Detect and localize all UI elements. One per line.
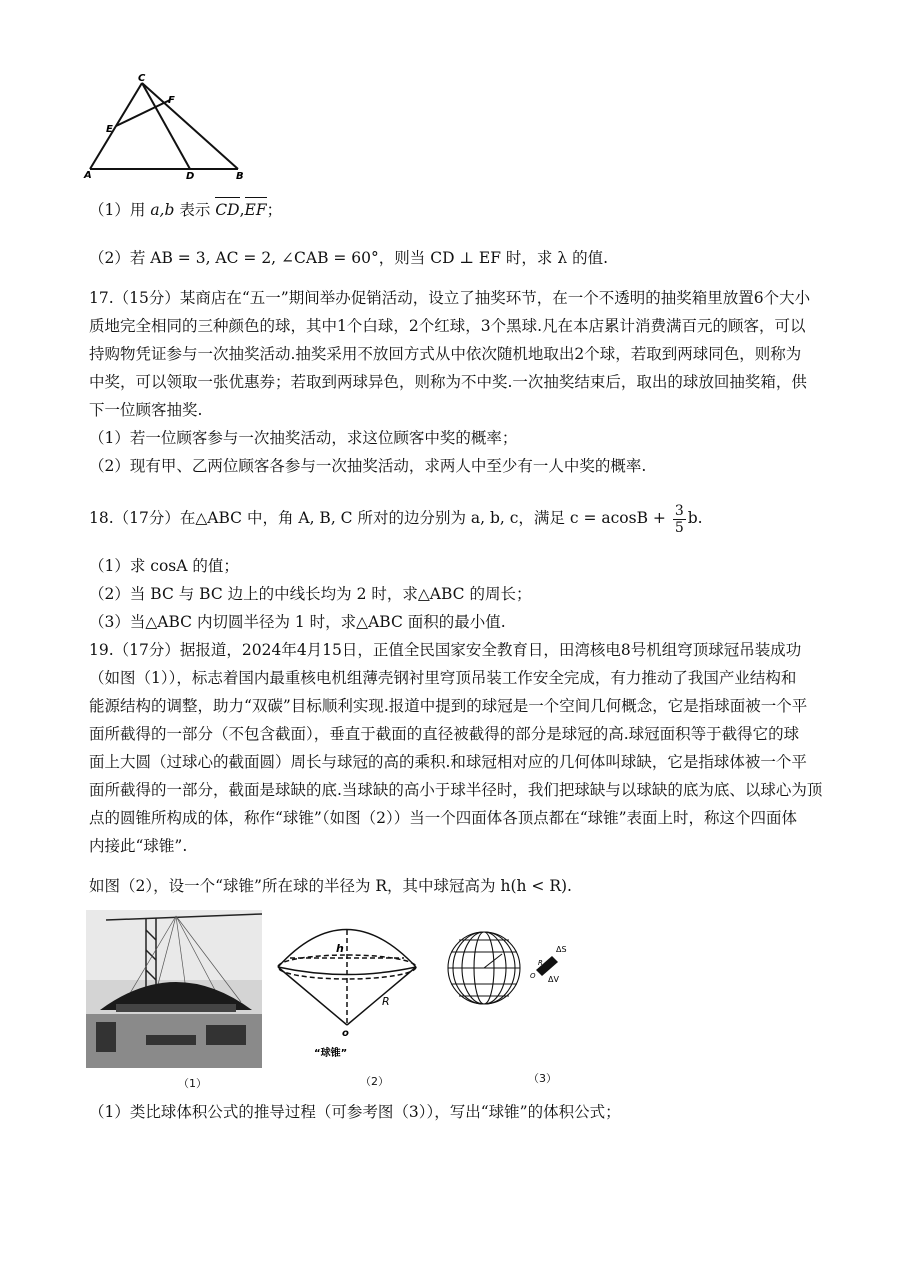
q17-line-2: 质地完全相同的三种颜色的球，其中1个白球，2个红球，3个黑球.凡在本店累计消费满百元的顾客，可以 — [89, 317, 806, 335]
q19-setup: 如图（2），设一个“球锥”所在球的半径为 R，其中球冠高为 h(h < R). — [89, 877, 572, 895]
label-c: C — [138, 73, 146, 84]
q19-line-5: 面上大圆（过球心的截面圆）周长与球冠的高的乘积.和球冠相对应的几何体叫球缺，它是指球体被一个平 — [89, 753, 807, 771]
ball-cone-figure — [270, 912, 430, 1062]
fig2-caption: （2） — [360, 1075, 389, 1088]
q16-part1: （1）用 a,b 表示 CD,EF； — [89, 201, 283, 219]
q17-part2: （2）现有甲、乙两位顾客各参与一次抽奖活动，求两人中至少有一人中奖的概率. — [89, 457, 647, 475]
ball-cone-label: “球锥” — [314, 1048, 348, 1059]
label-b: B — [236, 171, 244, 180]
q18-part2: （2）当 BC 与 BC 边上的中线长均为 2 时，求△ABC 的周长； — [89, 585, 532, 603]
q19-line-7: 点的圆锥所构成的体，称作“球锥”（如图（2））当一个四面体各顶点都在“球锥”表面上时，称这个四面体 — [89, 809, 798, 827]
triangle-figure — [80, 70, 260, 180]
vector-cd: CD — [215, 201, 240, 219]
fig1-caption: （1） — [178, 1077, 207, 1090]
label-o: o — [342, 1028, 349, 1039]
q19-line-4: 面所截得的一部分（不包含截面），垂直于截面的直径被截得的部分是球冠的高.球冠面积等于截得它的球 — [89, 725, 800, 743]
q19-line-8: 内接此“球锥”. — [89, 837, 188, 855]
q17-line-4: 中奖，可以领取一张优惠券；若取到两球异色，则称为不中奖.一次抽奖结束后，取出的球放回抽奖箱，供 — [89, 373, 807, 391]
fraction-three-fifths: $\frac{3}{5}$ — [674, 502, 684, 536]
label-delta-v: ΔV — [548, 975, 559, 984]
q18-part1: （1）求 cosA 的值； — [89, 557, 239, 575]
q19-line-6: 面所截得的一部分，截面是球缺的底.当球缺的高小于球半径时，我们把球缺与以球缺的底为底、以球心为顶 — [89, 781, 823, 799]
side-cb — [142, 83, 238, 169]
segment-cd — [142, 83, 190, 169]
label-r: R — [382, 995, 390, 1008]
q16-part2: （2）若 AB = 3, AC = 2, ∠CAB = 60°，则当 CD ⊥ EF 时，求 λ 的值. — [89, 249, 609, 267]
label-o-small: O — [530, 972, 536, 980]
q17-line-5: 下一位顾客抽奖. — [89, 401, 203, 419]
q18-stem: 18.（17分）在△ABC 中，角 A, B, C 所对的边分别为 a, b, c，满足 c = acosB + $\frac{3}{5}$ b. — [89, 502, 703, 536]
q19-part1: （1）类比球体积公式的推导过程（可参考图（3）），写出“球锥”的体积公式； — [89, 1103, 621, 1121]
label-a: A — [84, 170, 92, 180]
label-delta-s: ΔS — [556, 945, 567, 954]
globe-figure — [446, 930, 586, 1010]
vector-ab: a,b — [150, 201, 175, 219]
q18-part3: （3）当△ABC 内切圆半径为 1 时，求△ABC 面积的最小值. — [89, 613, 506, 631]
q17-part1: （1）若一位顾客参与一次抽奖活动，求这位顾客中奖的概率； — [89, 429, 518, 447]
q19-line-2: （如图（1）），标志着国内最重核电机组薄壳钢衬里穹顶吊装工作安全完成，有力推动了我国产业结构和 — [89, 669, 797, 687]
q19-line-1: 19.（17分）据报道，2024年4月15日，正值全民国家安全教育日，田湾核电8号机组穹顶球冠吊装成功 — [89, 641, 802, 659]
vector-ef: EF — [244, 201, 267, 219]
label-r-small: R — [538, 959, 543, 967]
label-f: F — [168, 95, 175, 106]
label-e: E — [106, 124, 113, 135]
q17-line-3: 持购物凭证参与一次抽奖活动.抽奖采用不放回方式从中依次随机地取出2个球，若取到两球同色，则称为 — [89, 345, 802, 363]
label-h: h — [336, 942, 344, 955]
fig3-caption: （3） — [528, 1072, 557, 1085]
label-d: D — [186, 171, 195, 180]
dome-photo-figure — [86, 910, 262, 1068]
q17-line-1: 17.（15分）某商店在“五一”期间举办促销活动，设立了抽奖环节，在一个不透明的抽奖箱里放置6个大小 — [89, 289, 811, 307]
q19-line-3: 能源结构的调整，助力“双碳”目标顺利实现.报道中提到的球冠是一个空间几何概念，它是指球面被一个平 — [89, 697, 808, 715]
